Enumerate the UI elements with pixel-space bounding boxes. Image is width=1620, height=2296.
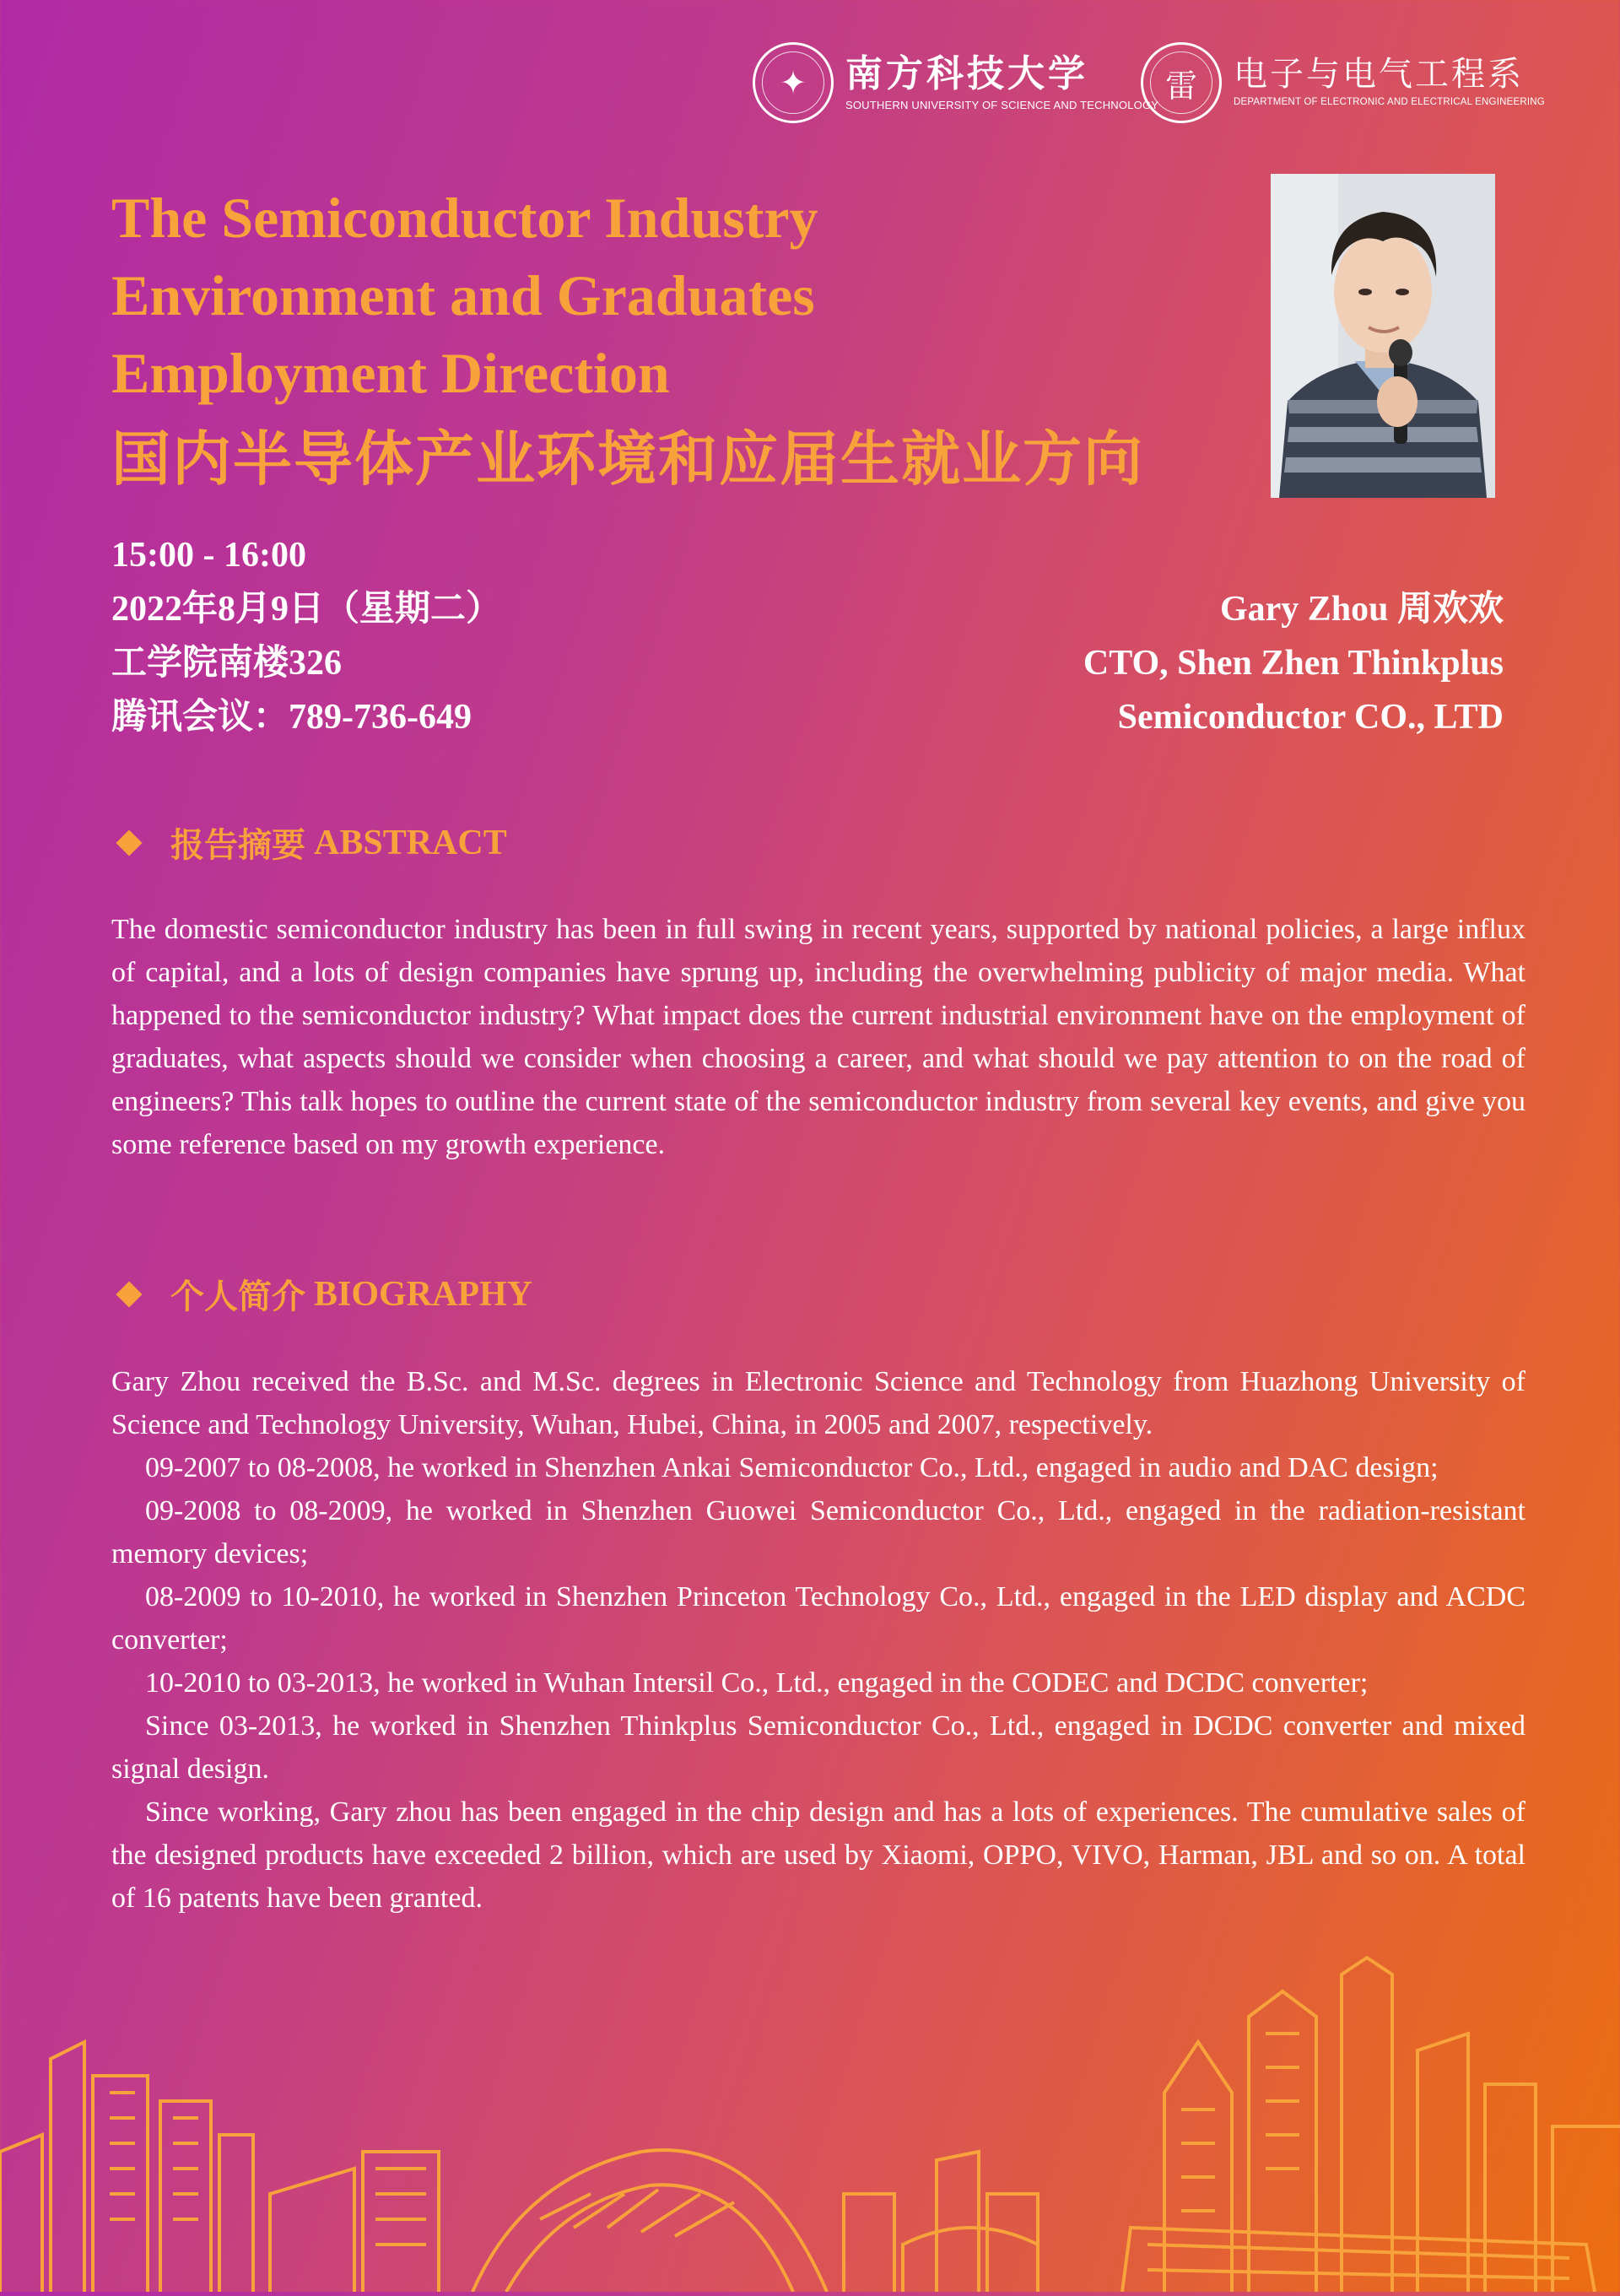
event-date: 2022年8月9日（星期二） [111,590,502,629]
biography-paragraph: 10-2010 to 03-2013, he worked in Wuhan Intersil Co., Ltd., engaged in the CODEC and DCDC converter; [145,1667,1369,1699]
abstract-heading [111,818,507,867]
city-skyline-illustration [0,1941,1620,2292]
department-name-en: DEPARTMENT OF ELECTRONIC AND ELECTRICAL ENGINEERING [1234,97,1545,108]
university-logo [753,42,1158,123]
university-name-en: SOUTHERN UNIVERSITY OF SCIENCE AND TECHNOLOGY [845,98,1159,111]
speaker-title-line2: Semiconductor CO., LTD [1117,698,1504,737]
department-seal-icon: 雷 [1141,42,1222,123]
diamond-bullet-icon [116,1281,142,1307]
biography-paragraph: Gary Zhou received the B.Sc. and M.Sc. degrees in Electronic Science and Technology from Huazhong University of Science and Technology University, Wuhan, Hubei, China, in 2005 and 2007, respectively. [111,1366,1526,1440]
title-line: Environment and Graduates [111,263,815,327]
abstract-heading-en: ABSTRACT [314,823,507,862]
biography-paragraph: 09-2008 to 08-2009, he worked in Shenzhen Guowei Semiconductor Co., Ltd., engaged in the radiation-resistant memory devices; [111,1495,1526,1569]
event-location: 工学院南楼326 [111,644,343,683]
biography-heading-cn: 个人简介 [170,1278,305,1316]
biography-text [111,1360,1526,1920]
event-meeting: 腾讯会议：789-736-649 [111,698,472,737]
biography-paragraph: 09-2007 to 08-2008, he worked in Shenzhen Ankai Semiconductor Co., Ltd., engaged in audio and DAC design; [145,1452,1439,1483]
biography-heading-en: BIOGRAPHY [314,1274,533,1314]
speaker-photo [1271,174,1495,498]
department-logo [1141,42,1545,123]
department-name-cn: 电子与电气工程系 [1234,55,1524,95]
title-chinese: 国内半导体产业环境和应届生就业方向 [111,424,1144,494]
speaker-title-line1: CTO, Shen Zhen Thinkplus [1083,644,1504,683]
title-english [111,179,1191,412]
title-line: Employment Direction [111,341,670,405]
diamond-bullet-icon [116,829,142,856]
biography-paragraph: 08-2009 to 10-2010, he worked in Shenzhen Princeton Technology Co., Ltd., engaged in the LED display and ACDC converter; [111,1581,1526,1656]
university-name-cn: 南方科技大学 [845,51,1088,95]
speaker-name: Gary Zhou 周欢欢 [1219,590,1504,629]
event-time: 15:00 - 16:00 [111,536,306,575]
biography-paragraph: Since working, Gary zhou has been engaged in the chip design and has a lots of experiences. The cumulative sales of the designed products have exceeded 2 billion, which are used by Xiaomi, OPPO, VIVO, Harman, JBL and so on. A total of 16 patents have been granted. [111,1796,1526,1914]
biography-paragraph: Since 03-2013, he worked in Shenzhen Thinkplus Semiconductor Co., Ltd., engaged in DCDC converter and mixed signal design. [111,1710,1526,1785]
abstract-text [111,908,1526,1166]
university-seal-icon: ✦ [753,42,834,123]
biography-heading [111,1270,532,1318]
speaker-info [1083,582,1504,744]
abstract-paragraph: The domestic semiconductor industry has been in full swing in recent years, supported by national policies, a large influx of capital, and a lots of design companies have sprung up, including the overwhelming publicity of major media. What happened to the semiconductor industry? What impact does the current industrial environment have on the employment of graduates, what aspects should we consider when choosing a career, and what should we pay attention to on the road of engineers? This talk hopes to outline the current state of the semiconductor industry from several key events, and give you some reference based on my growth experience. [111,914,1526,1160]
title-line: The Semiconductor Industry [111,186,818,250]
abstract-heading-cn: 报告摘要 [170,826,305,865]
event-info [111,528,501,744]
